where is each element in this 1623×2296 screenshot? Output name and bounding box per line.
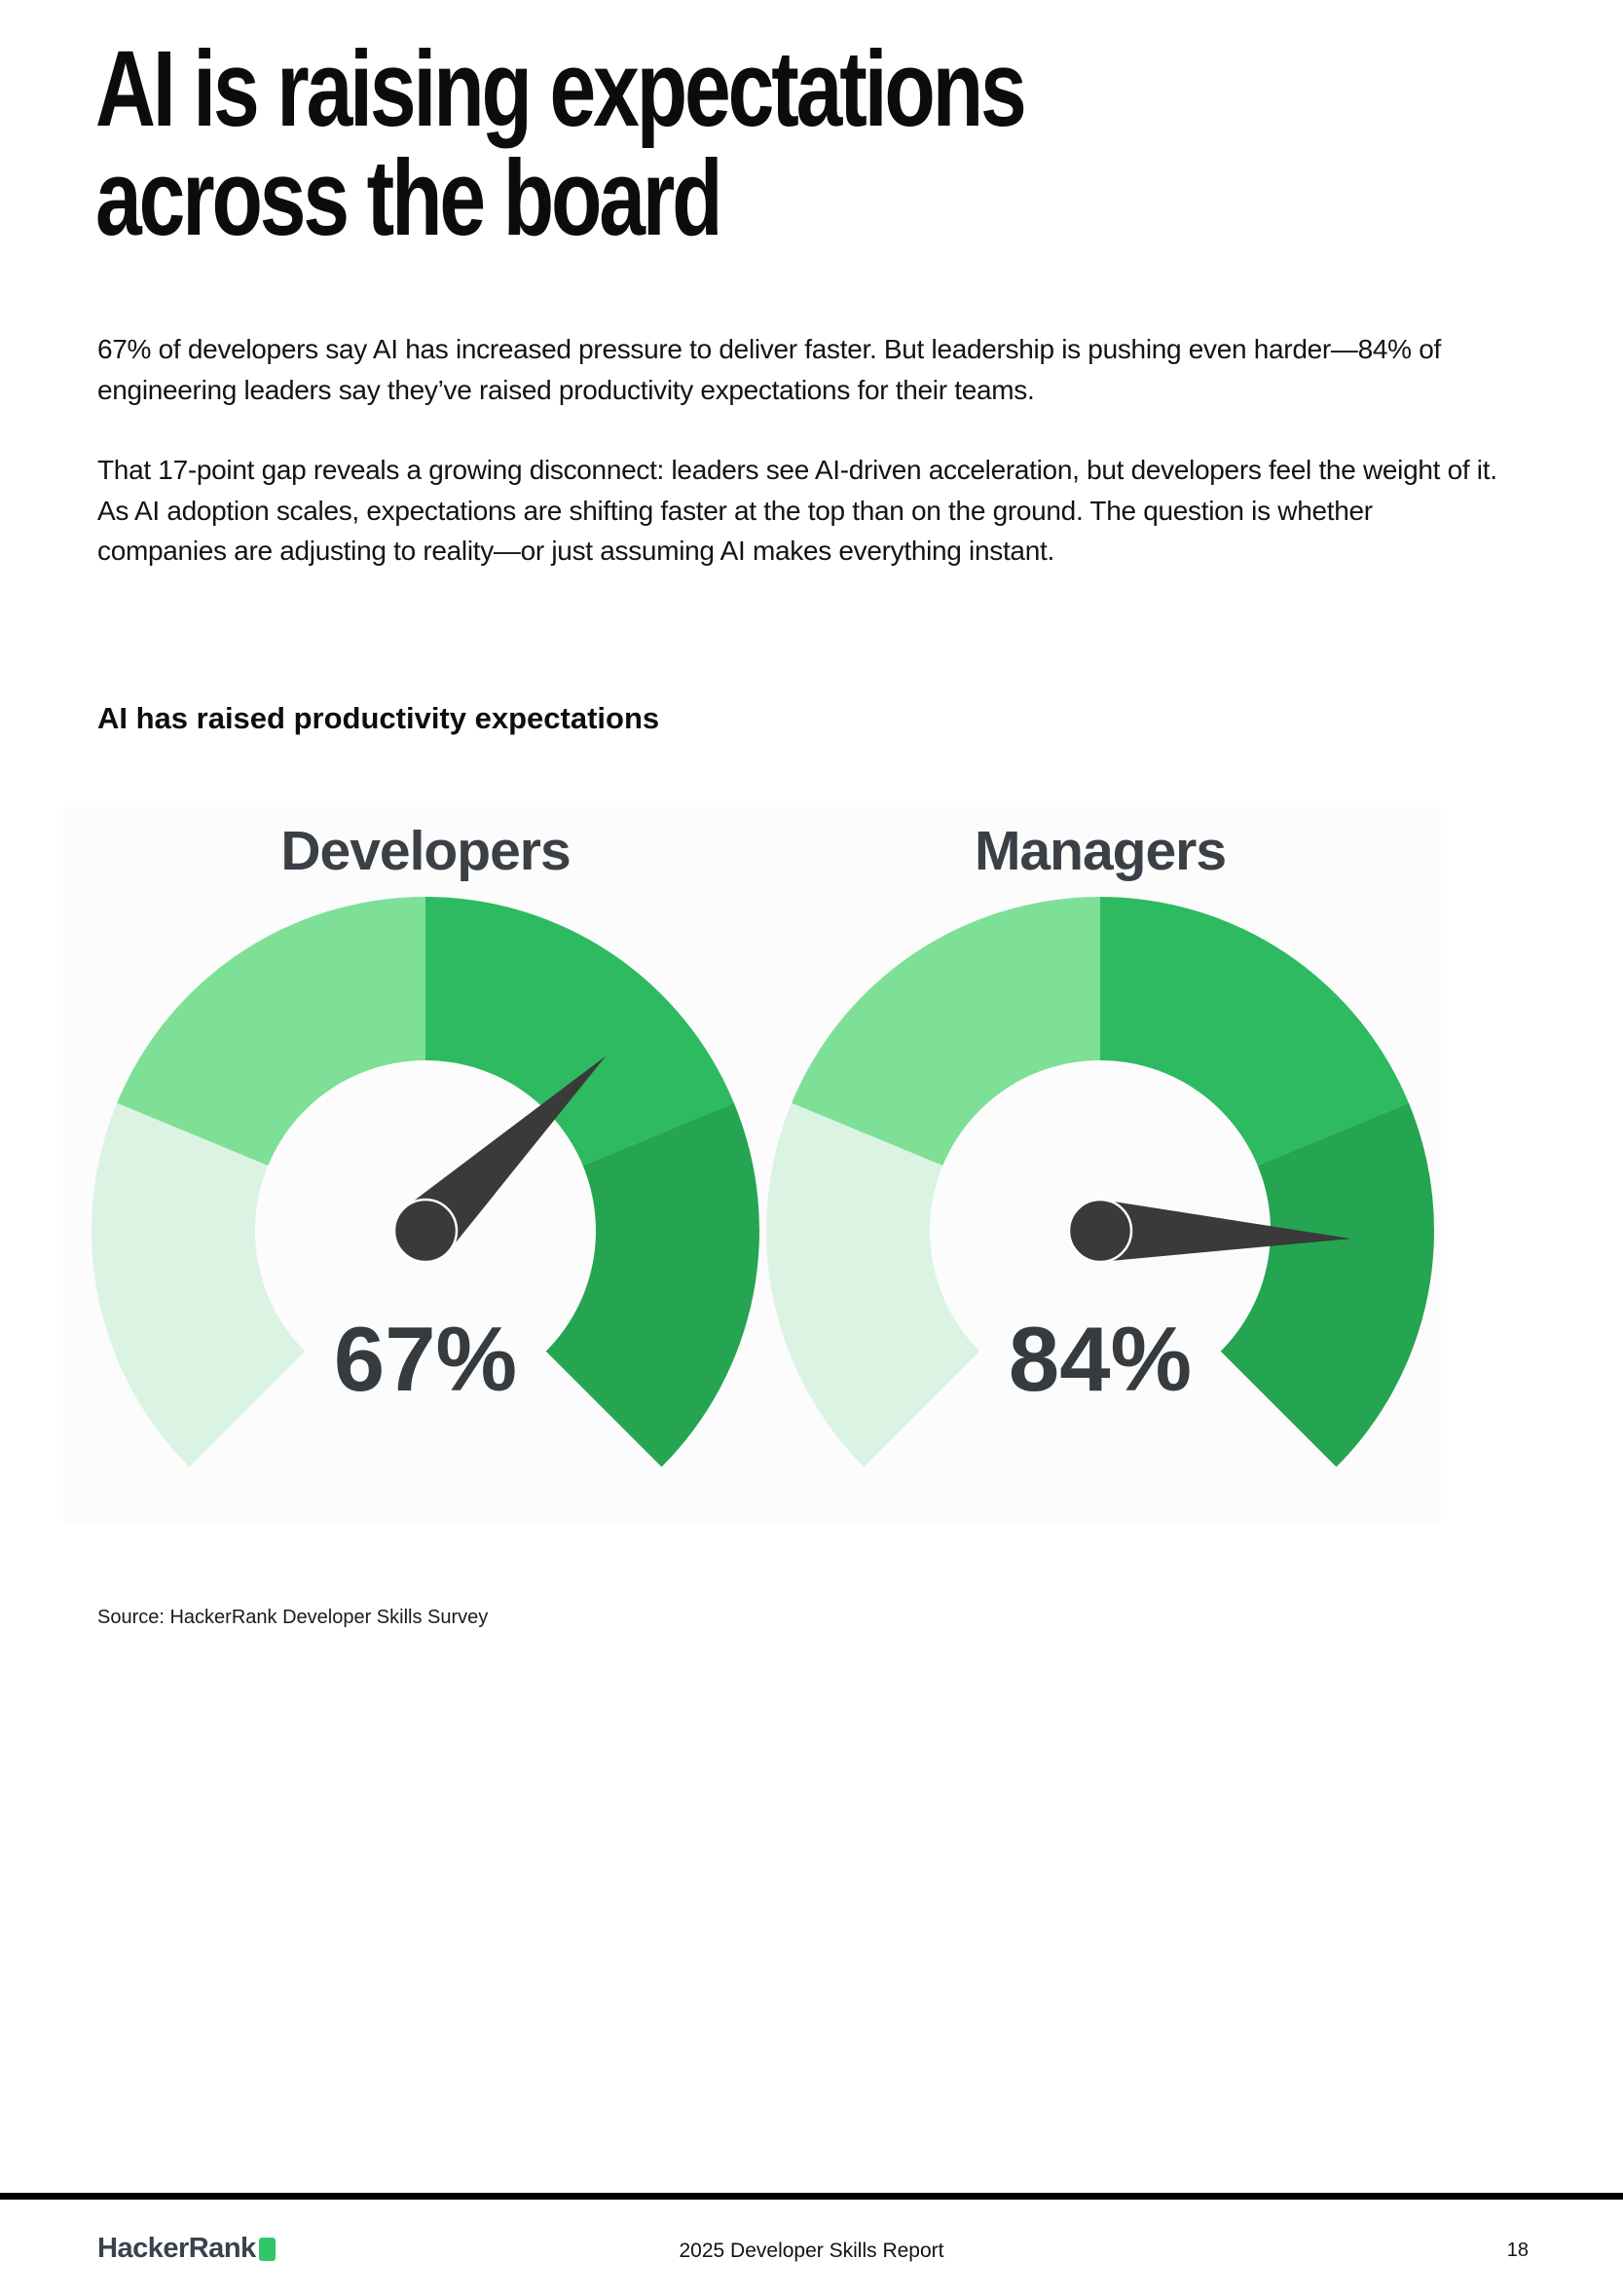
hackerrank-wordmark: HackerRank <box>97 2233 256 2264</box>
gauge-band-q4 <box>546 1103 759 1467</box>
paragraph-line: As AI adoption scales, expectations are shifting faster at the top than on the ground. The question is whether <box>97 495 1373 526</box>
gauge-band-q4 <box>1221 1103 1434 1467</box>
gauge-band-q1 <box>766 1103 979 1467</box>
gauge-value-label: 67% <box>333 1308 518 1410</box>
footer-divider <box>0 2193 1623 2200</box>
page-number: 18 <box>1506 2240 1529 2261</box>
footer-report-title: 2025 Developer Skills Report <box>679 2240 944 2262</box>
source-note: Source: HackerRank Developer Skills Survey <box>97 1607 489 1628</box>
gauge-band-q1 <box>92 1103 305 1467</box>
gauge-developers <box>90 812 761 1494</box>
gauge-needle-hub <box>394 1200 457 1262</box>
chart-heading: AI has raised productivity expectations <box>97 701 660 735</box>
gauge-title-managers: Managers <box>974 820 1227 882</box>
intro-paragraph-1 <box>97 329 1441 410</box>
gauge-chart <box>63 806 1441 1524</box>
gauge-svg-developers <box>90 890 761 1494</box>
page-title-line1: AI is raising expectations <box>95 29 1024 149</box>
gauge-svg-managers <box>764 890 1436 1494</box>
gauge-value-label: 84% <box>1008 1308 1193 1410</box>
intro-paragraph-2 <box>97 450 1497 572</box>
gauge-title-developers: Developers <box>280 820 571 882</box>
page-title <box>95 29 1024 258</box>
page-title-line2: across the board <box>95 138 720 258</box>
paragraph-line: That 17-point gap reveals a growing disconnect: leaders see AI-driven acceleration, but developers feel the weight of it. <box>97 455 1497 485</box>
paragraph-line: engineering leaders say they’ve raised productivity expectations for their teams. <box>97 374 1035 405</box>
gauge-managers <box>764 812 1436 1494</box>
gauge-needle-hub <box>1069 1200 1131 1262</box>
paragraph-line: 67% of developers say AI has increased pressure to deliver faster. But leadership is pushing even harder—84% of <box>97 334 1441 364</box>
paragraph-line: companies are adjusting to reality—or just assuming AI makes everything instant. <box>97 536 1054 566</box>
